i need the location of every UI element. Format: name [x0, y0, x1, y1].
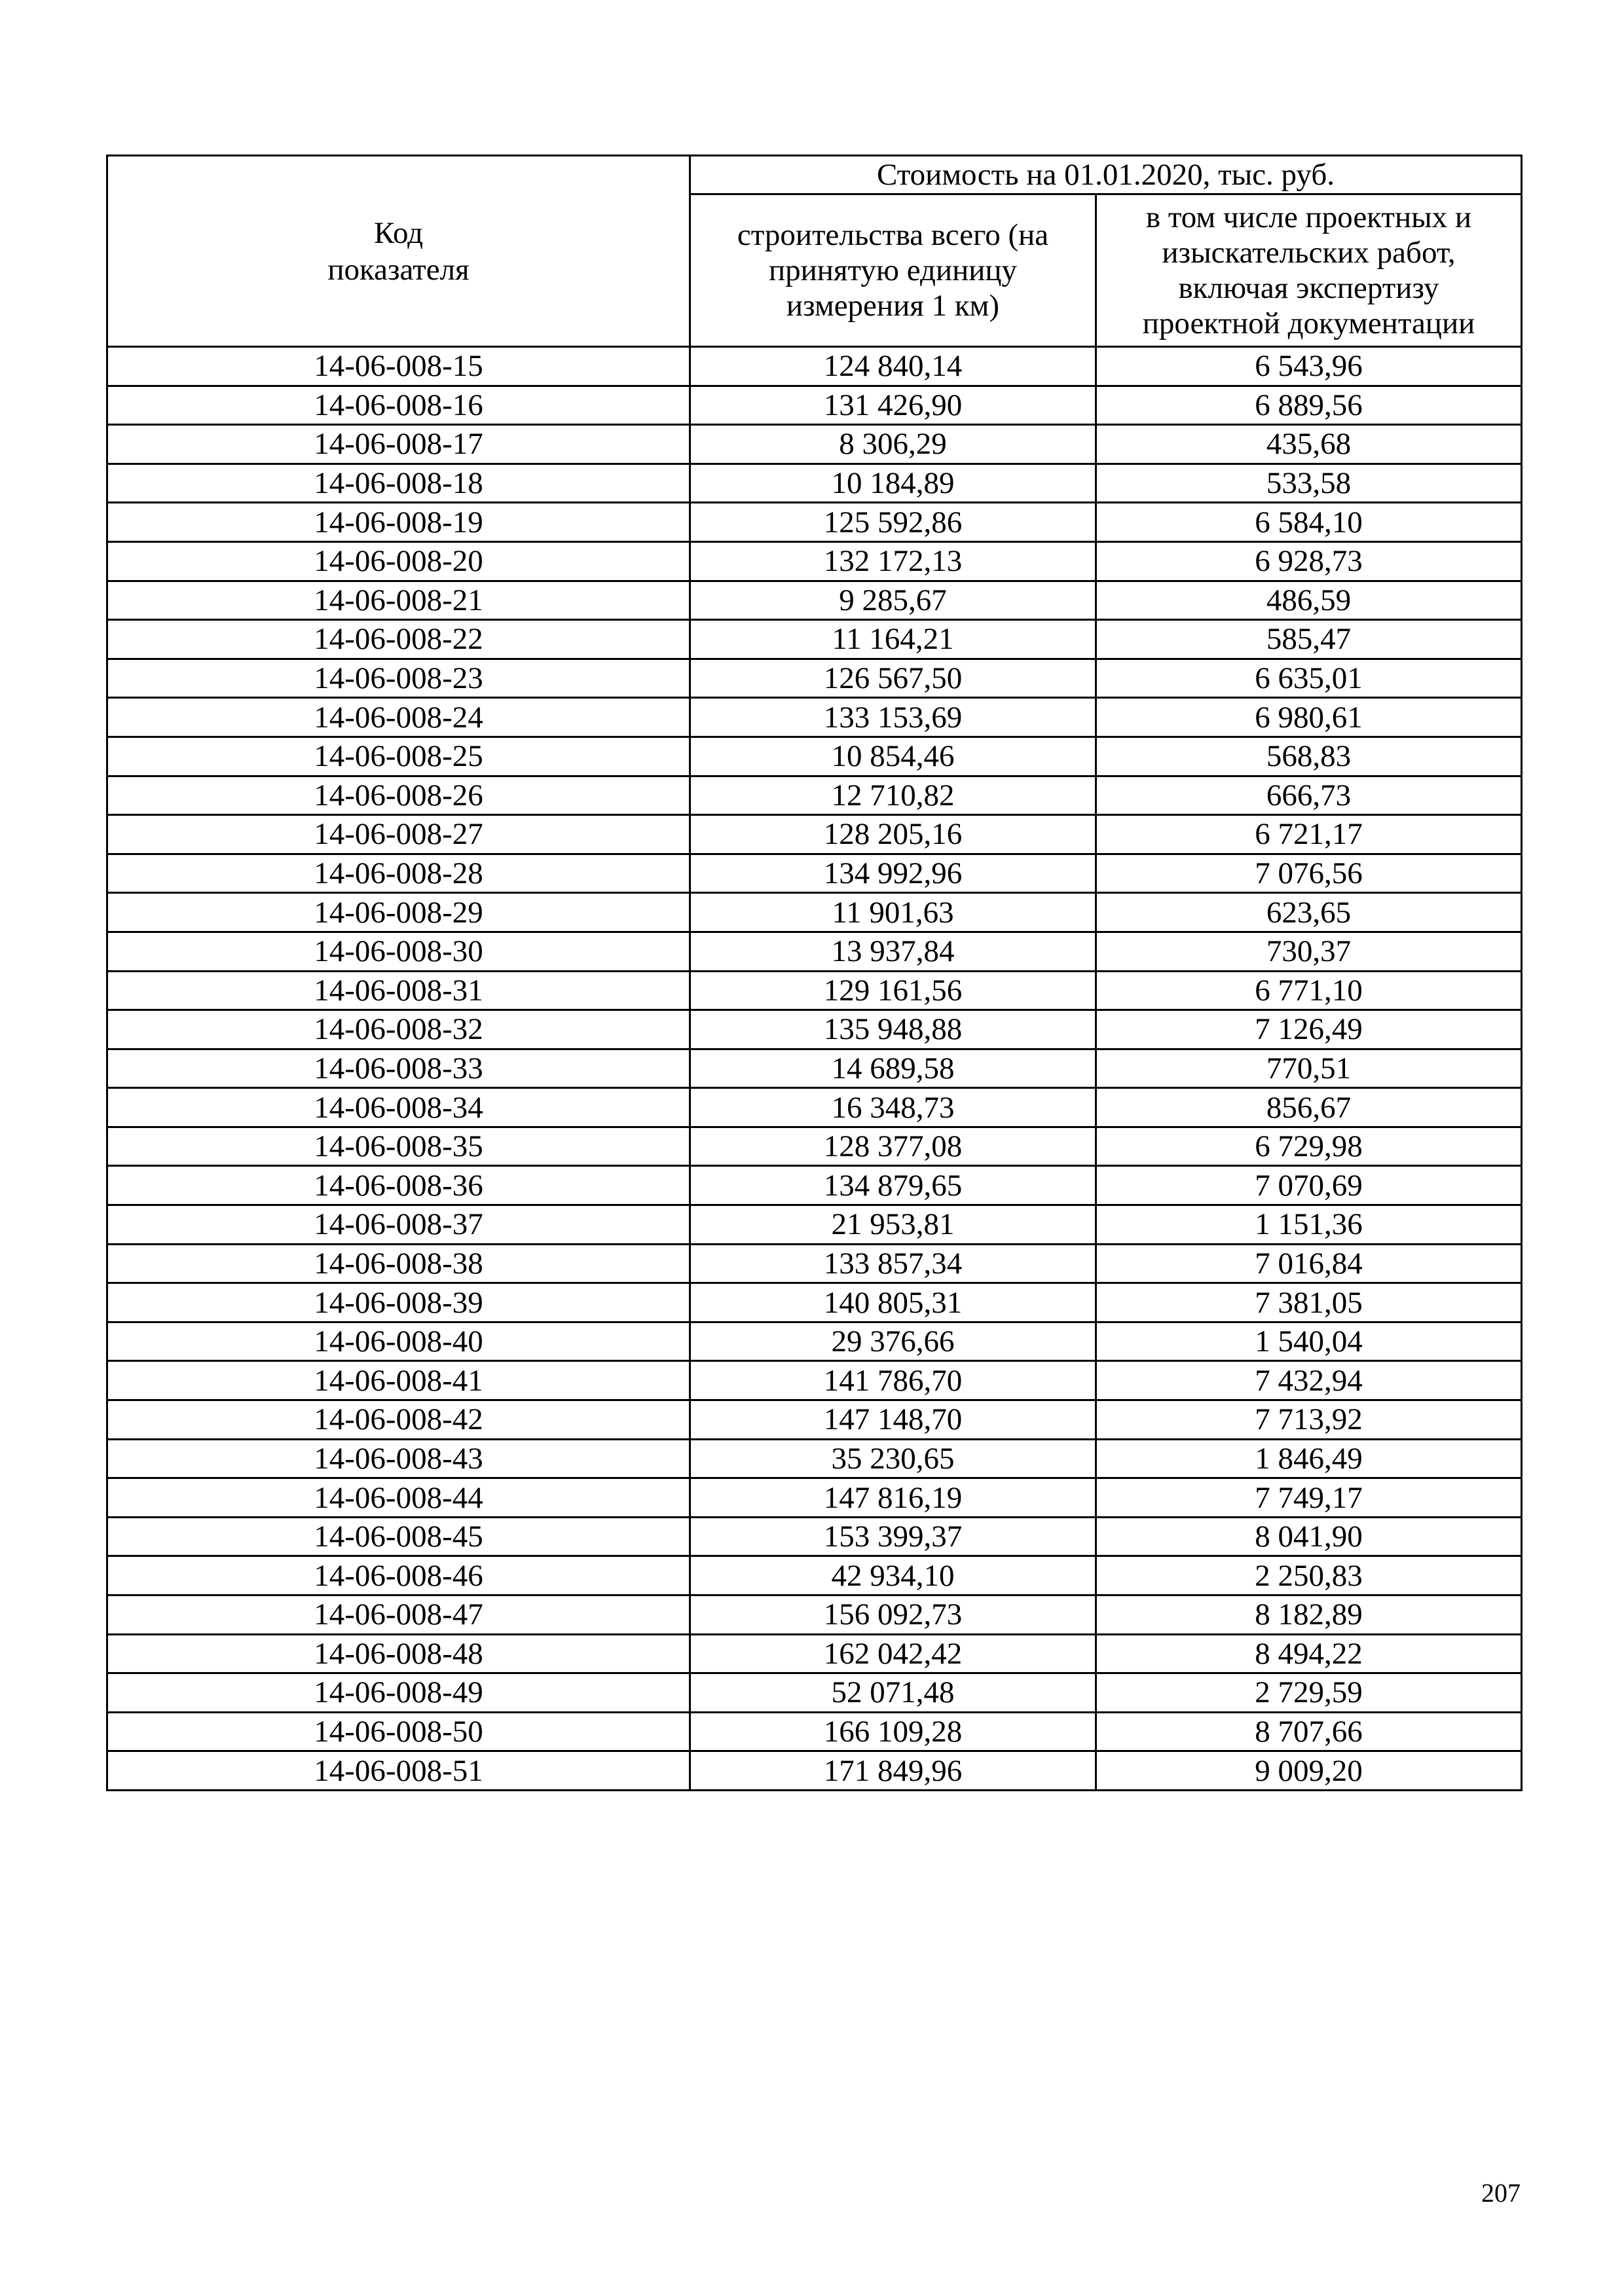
design-cost-cell: 6 584,10 [1096, 503, 1522, 542]
table-row [107, 1361, 1522, 1400]
code-cell: 14-06-008-37 [107, 1205, 690, 1245]
total-cost-cell: 21 953,81 [690, 1205, 1096, 1245]
table-row [107, 1439, 1522, 1478]
table-row [107, 1283, 1522, 1322]
design-cost-cell: 435,68 [1096, 425, 1522, 464]
table-row [107, 386, 1522, 425]
table-row [107, 1127, 1522, 1166]
table-row [107, 932, 1522, 971]
page-number: 207 [1481, 2178, 1521, 2208]
table-row [107, 893, 1522, 932]
design-cost-cell: 7 713,92 [1096, 1400, 1522, 1440]
code-cell: 14-06-008-18 [107, 464, 690, 503]
code-cell: 14-06-008-40 [107, 1322, 690, 1361]
code-cell: 14-06-008-42 [107, 1400, 690, 1440]
code-cell: 14-06-008-19 [107, 503, 690, 542]
code-header-cell [107, 156, 690, 347]
total-cost-cell: 8 306,29 [690, 425, 1096, 464]
code-cell: 14-06-008-25 [107, 737, 690, 776]
design-cost-cell: 8 182,89 [1096, 1595, 1522, 1635]
design-cost-cell: 6 543,96 [1096, 347, 1522, 386]
design-cost-cell: 1 846,49 [1096, 1439, 1522, 1478]
code-cell: 14-06-008-21 [107, 581, 690, 620]
total-cost-cell: 12 710,82 [690, 776, 1096, 815]
total-cost-cell: 133 153,69 [690, 698, 1096, 737]
code-cell: 14-06-008-45 [107, 1517, 690, 1556]
code-cell: 14-06-008-44 [107, 1478, 690, 1518]
code-cell: 14-06-008-41 [107, 1361, 690, 1400]
design-cost-cell: 2 250,83 [1096, 1556, 1522, 1595]
table-row [107, 347, 1522, 386]
design-cost-cell: 856,67 [1096, 1088, 1522, 1127]
total-cost-cell: 135 948,88 [690, 1010, 1096, 1049]
total-cost-cell: 134 992,96 [690, 854, 1096, 893]
code-cell: 14-06-008-24 [107, 698, 690, 737]
design-cost-cell: 2 729,59 [1096, 1673, 1522, 1713]
table-row [107, 1244, 1522, 1283]
code-cell: 14-06-008-48 [107, 1634, 690, 1673]
code-cell: 14-06-008-30 [107, 932, 690, 971]
total-cost-cell: 126 567,50 [690, 659, 1096, 698]
table-row [107, 1010, 1522, 1049]
table-row [107, 1205, 1522, 1245]
total-cost-cell: 124 840,14 [690, 347, 1096, 386]
table-row [107, 1322, 1522, 1361]
design-cost-cell: 770,51 [1096, 1049, 1522, 1088]
total-cost-cell: 153 399,37 [690, 1517, 1096, 1556]
table-row [107, 1478, 1522, 1518]
total-cost-cell: 147 816,19 [690, 1478, 1096, 1518]
code-cell: 14-06-008-39 [107, 1283, 690, 1322]
table-row [107, 1634, 1522, 1673]
table-row [107, 581, 1522, 620]
code-cell: 14-06-008-34 [107, 1088, 690, 1127]
design-cost-cell: 568,83 [1096, 737, 1522, 776]
header-row-1 [107, 156, 1522, 194]
table-row [107, 737, 1522, 776]
code-header-line2: показателя [327, 252, 470, 287]
design-cost-cell: 666,73 [1096, 776, 1522, 815]
total-cost-cell: 14 689,58 [690, 1049, 1096, 1088]
code-cell: 14-06-008-47 [107, 1595, 690, 1635]
table-row [107, 776, 1522, 815]
table-row [107, 1712, 1522, 1751]
total-cost-cell: 9 285,67 [690, 581, 1096, 620]
code-cell: 14-06-008-36 [107, 1166, 690, 1205]
table-row [107, 1556, 1522, 1595]
code-cell: 14-06-008-50 [107, 1712, 690, 1751]
code-cell: 14-06-008-35 [107, 1127, 690, 1166]
design-cost-cell: 6 889,56 [1096, 386, 1522, 425]
code-cell: 14-06-008-38 [107, 1244, 690, 1283]
total-cost-cell: 141 786,70 [690, 1361, 1096, 1400]
code-header-line1: Код [373, 215, 424, 250]
design-cost-cell: 7 070,69 [1096, 1166, 1522, 1205]
table-row [107, 1517, 1522, 1556]
col-total-header: строительства всего (на принятую единицу измерения 1 км) [690, 194, 1096, 347]
total-cost-cell: 52 071,48 [690, 1673, 1096, 1713]
total-cost-cell: 140 805,31 [690, 1283, 1096, 1322]
code-cell: 14-06-008-27 [107, 815, 690, 854]
total-cost-cell: 10 854,46 [690, 737, 1096, 776]
total-cost-cell: 171 849,96 [690, 1751, 1096, 1791]
table-row [107, 541, 1522, 581]
code-cell: 14-06-008-16 [107, 386, 690, 425]
table-row [107, 503, 1522, 542]
table-row [107, 1088, 1522, 1127]
table-row [107, 1166, 1522, 1205]
design-cost-cell: 6 729,98 [1096, 1127, 1522, 1166]
code-cell: 14-06-008-32 [107, 1010, 690, 1049]
design-cost-cell: 7 381,05 [1096, 1283, 1522, 1322]
table-row [107, 464, 1522, 503]
code-cell: 14-06-008-22 [107, 620, 690, 659]
code-cell: 14-06-008-28 [107, 854, 690, 893]
total-cost-cell: 13 937,84 [690, 932, 1096, 971]
total-cost-cell: 10 184,89 [690, 464, 1096, 503]
design-cost-cell: 486,59 [1096, 581, 1522, 620]
design-cost-cell: 1 151,36 [1096, 1205, 1522, 1245]
code-cell: 14-06-008-51 [107, 1751, 690, 1791]
total-cost-cell: 133 857,34 [690, 1244, 1096, 1283]
table-row [107, 659, 1522, 698]
design-cost-cell: 7 016,84 [1096, 1244, 1522, 1283]
total-cost-cell: 128 205,16 [690, 815, 1096, 854]
total-cost-cell: 156 092,73 [690, 1595, 1096, 1635]
design-cost-cell: 6 771,10 [1096, 971, 1522, 1010]
table-row [107, 971, 1522, 1010]
code-cell: 14-06-008-20 [107, 541, 690, 581]
code-cell: 14-06-008-46 [107, 1556, 690, 1595]
design-cost-cell: 6 928,73 [1096, 541, 1522, 581]
table-body [107, 156, 1522, 1791]
total-cost-cell: 131 426,90 [690, 386, 1096, 425]
design-cost-cell: 7 076,56 [1096, 854, 1522, 893]
total-cost-cell: 132 172,13 [690, 541, 1096, 581]
table-row [107, 854, 1522, 893]
design-cost-cell: 9 009,20 [1096, 1751, 1522, 1791]
design-cost-cell: 6 721,17 [1096, 815, 1522, 854]
total-cost-cell: 134 879,65 [690, 1166, 1096, 1205]
total-cost-cell: 128 377,08 [690, 1127, 1096, 1166]
design-cost-cell: 585,47 [1096, 620, 1522, 659]
total-cost-cell: 11 164,21 [690, 620, 1096, 659]
total-cost-cell: 42 934,10 [690, 1556, 1096, 1595]
table-row [107, 815, 1522, 854]
table-row [107, 1400, 1522, 1440]
code-cell: 14-06-008-26 [107, 776, 690, 815]
code-cell: 14-06-008-17 [107, 425, 690, 464]
design-cost-cell: 730,37 [1096, 932, 1522, 971]
total-cost-cell: 16 348,73 [690, 1088, 1096, 1127]
design-cost-cell: 7 432,94 [1096, 1361, 1522, 1400]
design-cost-cell: 533,58 [1096, 464, 1522, 503]
table-row [107, 1673, 1522, 1713]
total-cost-cell: 162 042,42 [690, 1634, 1096, 1673]
design-cost-cell: 8 707,66 [1096, 1712, 1522, 1751]
total-cost-cell: 35 230,65 [690, 1439, 1096, 1478]
code-cell: 14-06-008-29 [107, 893, 690, 932]
table-row [107, 1751, 1522, 1791]
code-cell: 14-06-008-15 [107, 347, 690, 386]
col-design-header: в том числе проектных и изыскательских работ, включая экспертизу проектной документации [1096, 194, 1522, 347]
table-row [107, 698, 1522, 737]
table-row [107, 1595, 1522, 1635]
code-cell: 14-06-008-31 [107, 971, 690, 1010]
design-cost-cell: 8 494,22 [1096, 1634, 1522, 1673]
code-cell: 14-06-008-43 [107, 1439, 690, 1478]
table-row [107, 1049, 1522, 1088]
table-row [107, 620, 1522, 659]
code-cell: 14-06-008-23 [107, 659, 690, 698]
total-cost-cell: 125 592,86 [690, 503, 1096, 542]
code-cell: 14-06-008-33 [107, 1049, 690, 1088]
cost-group-header: Стоимость на 01.01.2020, тыс. руб. [690, 156, 1522, 194]
design-cost-cell: 8 041,90 [1096, 1517, 1522, 1556]
total-cost-cell: 129 161,56 [690, 971, 1096, 1010]
design-cost-cell: 6 635,01 [1096, 659, 1522, 698]
design-cost-cell: 1 540,04 [1096, 1322, 1522, 1361]
design-cost-cell: 623,65 [1096, 893, 1522, 932]
cost-table [106, 155, 1522, 1791]
code-cell: 14-06-008-49 [107, 1673, 690, 1713]
total-cost-cell: 11 901,63 [690, 893, 1096, 932]
design-cost-cell: 7 126,49 [1096, 1010, 1522, 1049]
design-cost-cell: 6 980,61 [1096, 698, 1522, 737]
table-row [107, 425, 1522, 464]
total-cost-cell: 166 109,28 [690, 1712, 1096, 1751]
total-cost-cell: 29 376,66 [690, 1322, 1096, 1361]
design-cost-cell: 7 749,17 [1096, 1478, 1522, 1518]
total-cost-cell: 147 148,70 [690, 1400, 1096, 1440]
